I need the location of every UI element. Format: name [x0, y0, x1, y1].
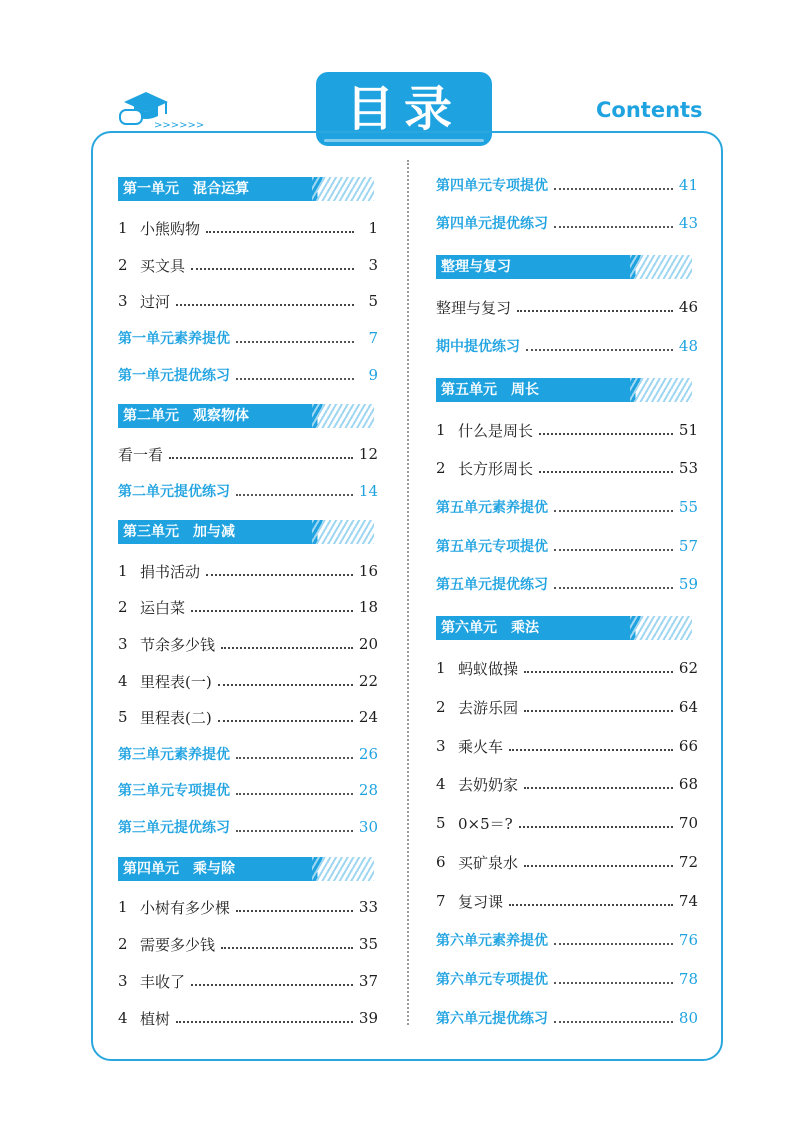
toc-entry[interactable]: 1 什么是周长 51: [436, 421, 698, 440]
toc-entry-extra[interactable]: 第六单元提优练习 80: [436, 1009, 698, 1027]
toc-entry-extra[interactable]: 第六单元专项提优 78: [436, 970, 698, 988]
toc-entry[interactable]: 5 0×5＝? 70: [436, 814, 698, 833]
toc-entry[interactable]: 2 去游乐园 64: [436, 698, 698, 717]
toc-entry[interactable]: 2 运白菜 18: [118, 598, 378, 617]
toc-entry-extra[interactable]: 期中提优练习 48: [436, 337, 698, 355]
toc-entry[interactable]: 2 需要多少钱 35: [118, 935, 378, 954]
section-header: 整理与复习: [436, 255, 692, 279]
toc-entry[interactable]: 看一看 12: [118, 445, 378, 464]
toc-entry-extra[interactable]: 第六单元素养提优 76: [436, 931, 698, 949]
toc-entry-extra[interactable]: 第三单元专项提优 28: [118, 781, 378, 799]
toc-entry[interactable]: 6 买矿泉水 72: [436, 853, 698, 872]
toc-entry[interactable]: 2 长方形周长 53: [436, 459, 698, 478]
toc-entry[interactable]: 4 植树 39: [118, 1009, 378, 1028]
toc-entry[interactable]: 7 复习课 74: [436, 892, 698, 911]
toc-entry[interactable]: 整理与复习 46: [436, 298, 698, 317]
section-header: 第四单元 乘与除: [118, 857, 374, 881]
toc-entry-extra[interactable]: 第一单元提优练习 9: [118, 366, 378, 384]
page-title: 目录: [316, 72, 492, 146]
toc-entry[interactable]: 4 去奶奶家 68: [436, 775, 698, 794]
toc-entry-extra[interactable]: 第二单元提优练习 14: [118, 482, 378, 500]
toc-entry[interactable]: 1 蚂蚁做操 62: [436, 659, 698, 678]
toc-entry[interactable]: 3 乘火车 66: [436, 737, 698, 756]
section-header: 第五单元 周长: [436, 378, 692, 402]
toc-entry-extra[interactable]: 第四单元提优练习 43: [436, 214, 698, 232]
toc-entry[interactable]: 1 小树有多少棵 33: [118, 898, 378, 917]
section-header: 第三单元 加与减: [118, 520, 374, 544]
section-header: 第六单元 乘法: [436, 616, 692, 640]
toc-entry[interactable]: 3 节余多少钱 20: [118, 635, 378, 654]
toc-entry[interactable]: 3 丰收了 37: [118, 972, 378, 991]
toc-entry[interactable]: 4 里程表(一) 22: [118, 672, 378, 691]
toc-entry-extra[interactable]: 第五单元素养提优 55: [436, 498, 698, 516]
toc-entry[interactable]: 2 买文具 3: [118, 256, 378, 275]
toc-entry-extra[interactable]: 第五单元提优练习 59: [436, 575, 698, 593]
toc-entry-extra[interactable]: 第四单元专项提优 41: [436, 176, 698, 194]
toc-entry-extra[interactable]: 第三单元素养提优 26: [118, 745, 378, 763]
graduation-cap-icon: [116, 84, 205, 131]
toc-entry-extra[interactable]: 第五单元专项提优 57: [436, 537, 698, 555]
toc-entry[interactable]: 3 过河 5: [118, 292, 378, 311]
section-header: 第二单元 观察物体: [118, 404, 374, 428]
section-header: 第一单元 混合运算: [118, 177, 374, 201]
toc-entry[interactable]: 5 里程表(二) 24: [118, 708, 378, 727]
contents-label: Contents: [596, 98, 703, 122]
toc-entry[interactable]: 1 小熊购物 1: [118, 219, 378, 238]
toc-entry-extra[interactable]: 第一单元素养提优 7: [118, 329, 378, 347]
toc-entry-extra[interactable]: 第三单元提优练习 30: [118, 818, 378, 836]
column-divider: [407, 160, 409, 1025]
svg-text:>>>>>>: >>>>>>: [154, 120, 205, 131]
toc-entry[interactable]: 1 捐书活动 16: [118, 562, 378, 581]
